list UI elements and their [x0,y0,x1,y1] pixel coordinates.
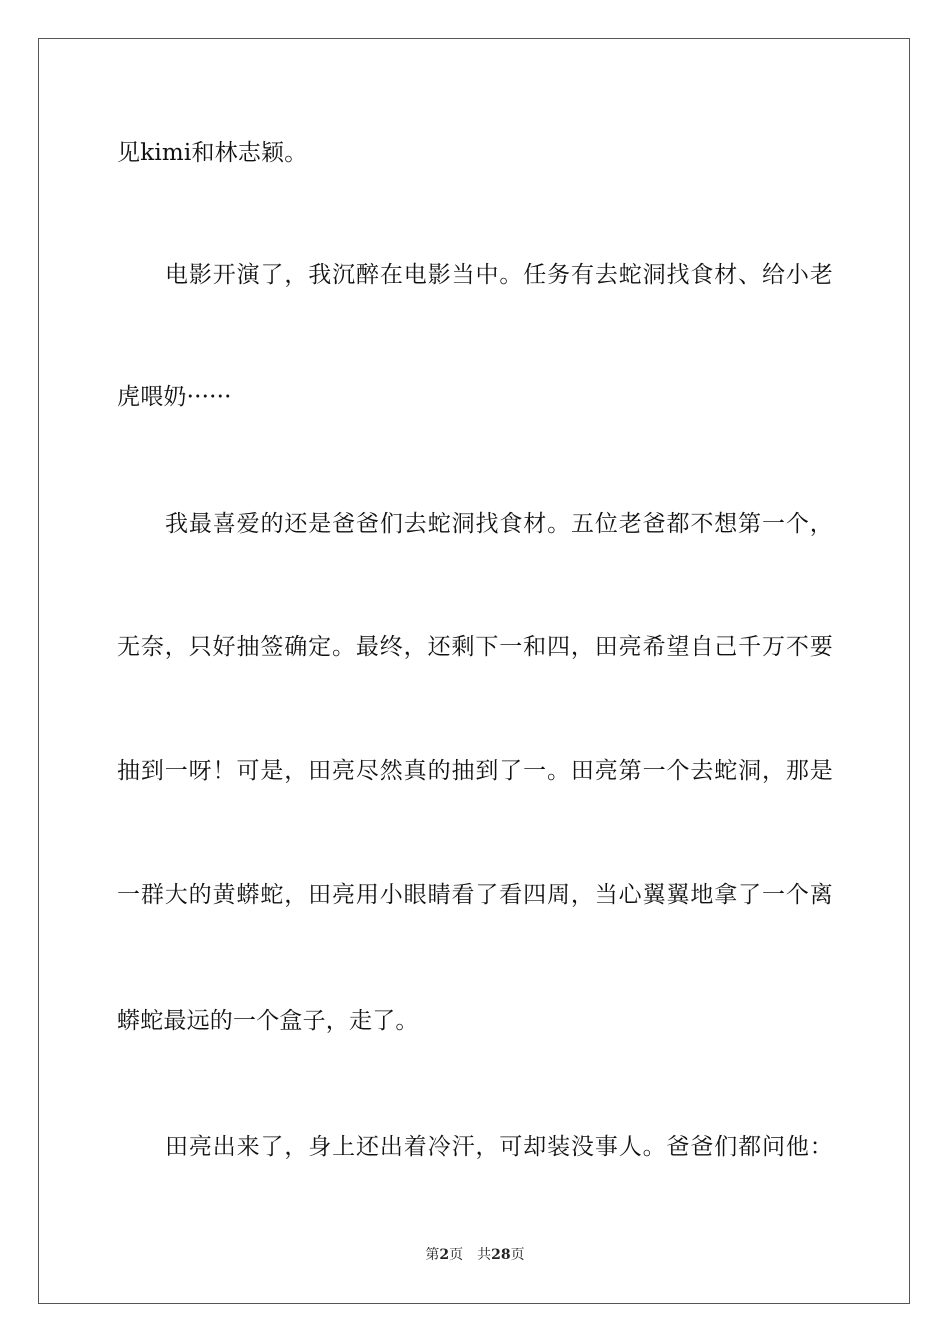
text-line-3: 虎喂奶······ [117,384,232,410]
text-line-8: 蟒蛇最远的一个盒子，走了。 [117,1008,419,1034]
text-line-7: 一群大的黄蟒蛇，田亮用小眼睛看了看四周，当心翼翼地拿了一个离 [117,882,833,908]
total-prefix: 共 [477,1247,492,1263]
page-suffix: 页 [449,1247,464,1263]
total-pages: 28 [491,1247,511,1263]
text-line-5: 无奈，只好抽签确定。最终，还剩下一和四，田亮希望自己千万不要 [117,634,833,660]
text-line-6: 抽到一呀！可是，田亮尽然真的抽到了一。田亮第一个去蛇洞，那是 [117,758,833,784]
text-line-9: 田亮出来了，身上还出着冷汗，可却装没事人。爸爸们都问他： [165,1134,833,1160]
text-line-1: 见kimi和林志颖。 [117,140,308,166]
total-suffix: 页 [510,1247,525,1263]
page-footer [0,1246,950,1264]
text-line-4: 我最喜爱的还是爸爸们去蛇洞找食材。五位老爸都不想第一个， [165,511,833,537]
page-number: 2 [439,1247,450,1263]
page-prefix: 第 [425,1247,440,1263]
text-line-2: 电影开演了，我沉醉在电影当中。任务有去蛇洞找食材、给小老 [165,262,833,288]
page-border [38,38,910,1304]
